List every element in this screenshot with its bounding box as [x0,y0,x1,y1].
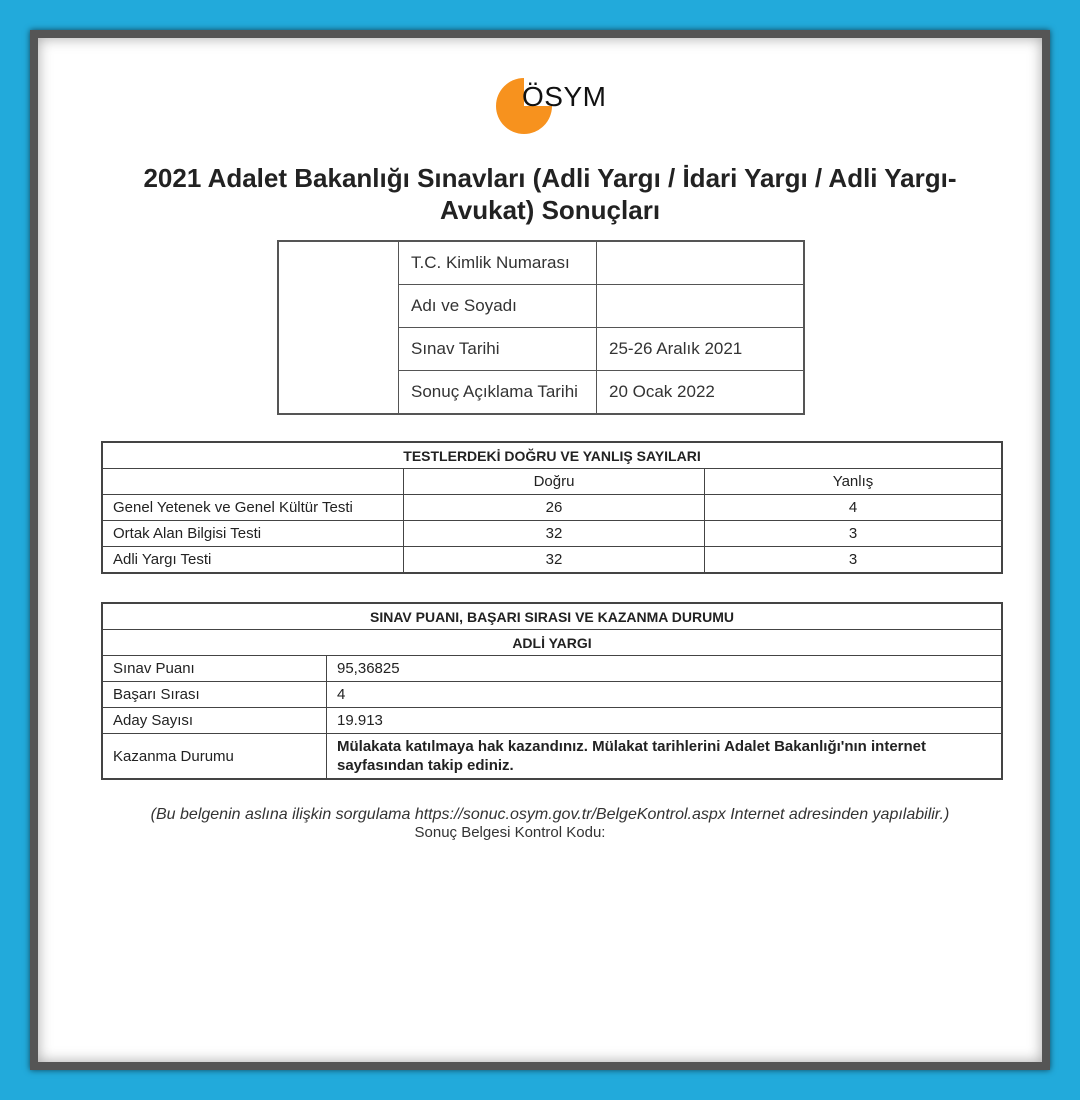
info-label: Sonuç Açıklama Tarihi [399,371,597,415]
info-value [597,285,805,328]
result-label: Sınav Puanı [102,656,327,682]
empty-header-cell [102,469,404,495]
info-label: Adı ve Soyadı [399,285,597,328]
wrong-count: 4 [705,495,1003,521]
table-subheading: ADLİ YARGI [102,630,1002,656]
result-label: Aday Sayısı [102,708,327,734]
title-line-1: 2021 Adalet Bakanlığı Sınavları (Adli Yargı / İdari Yargı / Adli Yargı- [143,163,957,193]
table-row [102,442,1002,469]
control-code-label: Sonuç Belgesi Kontrol Kodu: [414,824,606,841]
result-label: Başarı Sırası [102,682,327,708]
status-label: Kazanma Durumu [102,734,327,780]
table-row [102,547,1002,574]
verification-note: (Bu belgenin aslına ilişkin sorgulama https://sonuc.osym.gov.tr/BelgeKontrol.aspx Internet adresinden yapılabilir.) [150,806,950,823]
info-label: Sınav Tarihi [399,328,597,371]
info-value: 25-26 Aralık 2021 [597,328,805,371]
info-value: 20 Ocak 2022 [597,371,805,415]
table-row [278,241,804,285]
table-row [102,708,1002,734]
table-row [102,521,1002,547]
result-value: 19.913 [327,708,1003,734]
info-value [597,241,805,285]
osym-logo [496,78,616,138]
column-header-wrong: Yanlış [705,469,1003,495]
score-result-table [101,602,1003,780]
table-row [102,603,1002,630]
correct-count: 32 [404,547,705,574]
result-value: 4 [327,682,1003,708]
table-row [102,495,1002,521]
result-value: 95,36825 [327,656,1003,682]
correct-count: 32 [404,521,705,547]
page-title [60,162,1040,226]
test-name: Ortak Alan Bilgisi Testi [102,521,404,547]
test-counts-table [101,441,1003,574]
table-heading: SINAV PUANI, BAŞARI SIRASI VE KAZANMA DURUMU [102,603,1002,630]
logo-text: ÖSYM [522,81,607,112]
table-row [102,734,1002,780]
photo-placeholder [278,241,399,414]
title-line-2: Avukat) Sonuçları [439,195,661,225]
table-row [102,656,1002,682]
info-label: T.C. Kimlik Numarası [399,241,597,285]
table-row [102,630,1002,656]
status-value: Mülakata katılmaya hak kazandınız. Mülakat tarihlerini Adalet Bakanlığı'nın internet sayfasından takip ediniz. [327,734,1003,780]
correct-count: 26 [404,495,705,521]
test-name: Genel Yetenek ve Genel Kültür Testi [102,495,404,521]
wrong-count: 3 [705,521,1003,547]
table-row [102,469,1002,495]
candidate-info-table [277,240,805,415]
table-row [102,682,1002,708]
column-header-correct: Doğru [404,469,705,495]
wrong-count: 3 [705,547,1003,574]
table-heading: TESTLERDEKİ DOĞRU VE YANLIŞ SAYILARI [102,442,1002,469]
test-name: Adli Yargı Testi [102,547,404,574]
